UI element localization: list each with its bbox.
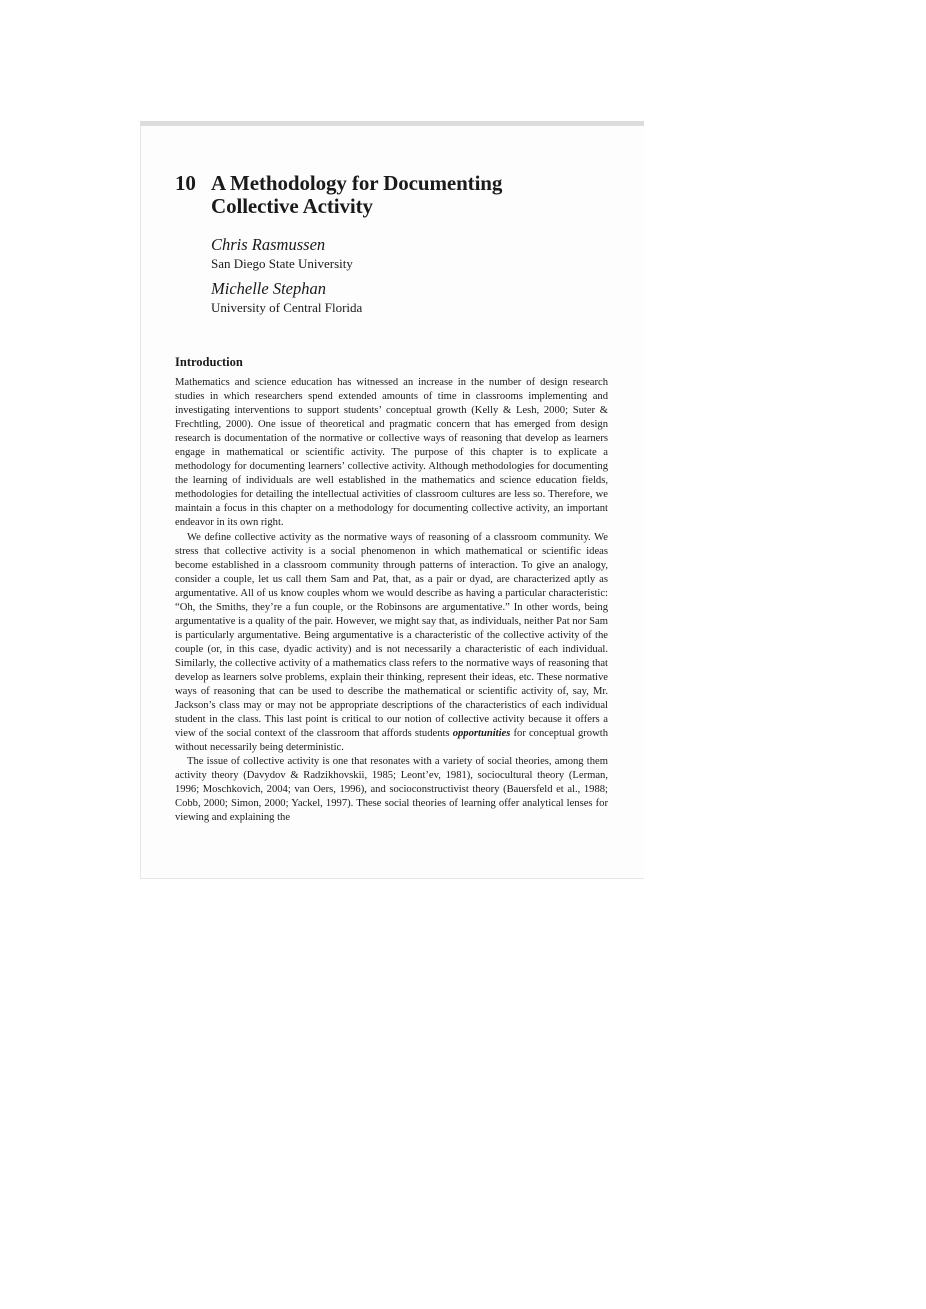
paragraph: The issue of collective activity is one that resonates with a variety of social theories, among them activity theory (Davydov & Radzikhovskii, 1985; Leont’ev, 1981), sociocultural theory (Lerman, 1996; Moschkovich, 2004; van Oers, 1996), and socioconstructivist theory (Bauersfeld et al., 1988; Cobb, 2000; Simon, 2000; Yackel, 1997). These social theories of learning offer analytical lenses for viewing and explaining the xyxy=(175,756,608,824)
paragraph-text: for conceptual growth without necessarily being deterministic. xyxy=(175,728,608,754)
author-affiliation: University of Central Florida xyxy=(211,300,363,315)
author-block xyxy=(211,279,362,316)
emphasis-text: opportunities xyxy=(452,728,511,740)
chapter-number: 10 xyxy=(175,171,196,195)
author-name: Michelle Stephan xyxy=(211,279,327,298)
author-name: Chris Rasmussen xyxy=(211,235,326,254)
chapter-title-line-2: Collective Activity xyxy=(211,194,373,218)
paragraph xyxy=(175,531,608,756)
author-affiliation: San Diego State University xyxy=(211,256,353,271)
paragraph-text: We define collective activity as the normative ways of reasoning of a classroom community. We stress that collective activity is a social phenomenon in which mathematical or scientific ideas become established in a classroom community through patterns of interaction. To give an analogy, consider a couple, let us call them Sam and Pat, that, as a pair or dyad, are characterized aptly as argumentative. All of us know couples whom we would describe as having a particular characteristic: “Oh, the Smiths, they’re a fun couple, or the Robinsons are argumentative.” In other words, being argumentative is a quality of the pair. However, we might say that, as individuals, neither Pat nor Sam is particularly argumentative. Being argumentative is a characteristic of the collective activity of the couple (or, in this case, dyadic activity) and is not necessarily a characteristic of each individual. Similarly, the collective activity of a mathematics class refers to the normative ways of reasoning that develop as learners solve problems, explain their thinking, represent their ideas, etc. These normative ways of reasoning that can be used to describe the mathematical or scientific activity of, say, Mr. Jackson’s class may or may not be appropriate descriptions of the characteristics of each individual student in the class. This last point is critical to our notion of collective activity because it offers a view of the social context of the classroom that affords students xyxy=(175,531,608,740)
chapter-title-line-1: A Methodology for Documenting xyxy=(211,171,503,195)
scanned-page xyxy=(140,121,644,879)
chapter-title xyxy=(175,172,502,218)
author-block xyxy=(211,235,353,272)
paragraph: Mathematics and science education has witnessed an increase in the number of design research studies in which researchers spend extended amounts of time in classrooms implementing and investigating interventions to support students’ conceptual growth (Kelly & Lesh, 2000; Suter & Frechtling, 2000). One issue of theoretical and pragmatic concern that has emerged from design research is documentation of the normative or collective ways of reasoning that develop as learners engage in mathematical or scientific activity. The purpose of this chapter is to explicate a methodology for documenting learners’ collective activity. Although methodologies for documenting the learning of individuals are well established in the mathematics and science education fields, methodologies for detailing the intellectual activities of classroom cultures are less so. Therefore, we maintain a focus in this chapter on a methodology for documenting collective activity, an important endeavor in its own right. xyxy=(175,377,608,529)
section-heading: Introduction xyxy=(175,355,243,369)
body-text xyxy=(175,376,608,826)
